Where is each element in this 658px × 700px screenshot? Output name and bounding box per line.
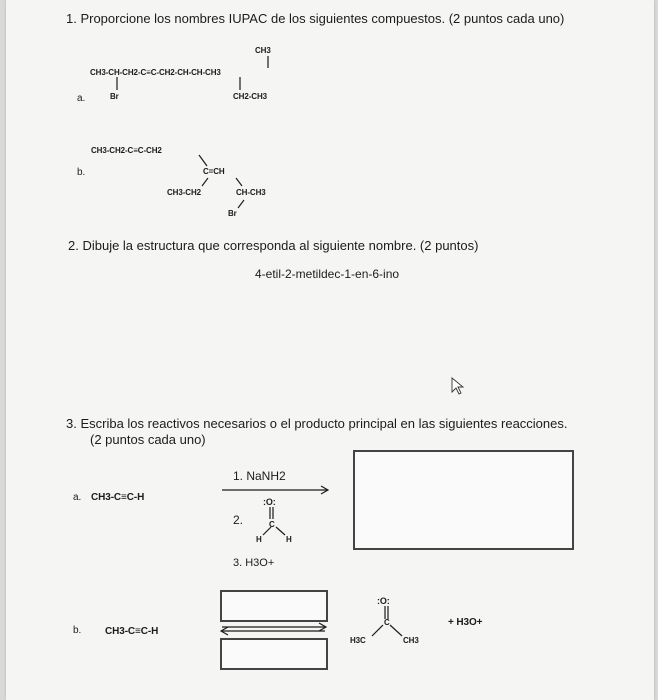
q1a-main-chain: CH3-CH-CH2-C≡C-CH2-CH-CH-CH3 [90,68,221,77]
q1b-chain-top: CH3-CH2-C≡C-CH2 [91,146,162,155]
q3a-step-1: 1. NaNH2 [233,469,286,483]
question-2-prompt: 2. Dibuje la estructura que corresponda al siguiente nombre. (2 puntos) [68,238,479,253]
q1b-chch3: CH-CH3 [236,188,266,197]
q3a-label: a. [73,492,82,503]
q1a-label: a. [77,93,86,104]
q1a-methyl-top: CH3 [255,46,271,55]
question-3-points: (2 puntos cada uno) [90,432,206,447]
q3b-label: b. [73,625,82,636]
q1a-ethyl: CH2-CH3 [233,92,267,101]
q1b-alkene: C=CH [203,167,225,176]
q3b-reagent-box-bottom[interactable] [220,638,328,670]
q3a-step-2: 2. [233,513,244,527]
q3b-product-carbon: C [384,618,390,627]
q3b-product-methyl-right: CH3 [403,636,419,645]
q3a-product-answer-box[interactable] [353,450,574,550]
q3a-step-3: 3. H3O+ [233,557,275,569]
mouse-cursor-icon [452,378,463,394]
q2-compound-name: 4-etil-2-metildec-1-en-6-ino [255,267,400,281]
question-3-prompt: 3. Escriba los reactivos necesarios o el producto principal en las siguientes reacciones. [66,416,568,431]
q3a-reactant: CH3-C≡C-H [91,492,145,503]
q3b-product-hydronium: + H3O+ [448,617,483,628]
q3b-product-methyl-left: H3C [350,636,366,645]
q3a-hydrogen-right: H [286,535,292,544]
q1b-bromo: Br [228,209,237,218]
q1b-label: b. [77,167,86,178]
q3b-product-oxygen: :O: [377,596,390,606]
q1a-bromo: Br [110,92,119,101]
q1b-ethyl: CH3-CH2 [167,188,201,197]
q3a-carbonyl-carbon: C [269,520,275,529]
q3b-reagent-box-top[interactable] [220,590,328,622]
q3a-carbonyl-oxygen: :O: [263,497,276,507]
q3b-reactant: CH3-C≡C-H [105,626,159,637]
question-1-prompt: 1. Proporcione los nombres IUPAC de los siguientes compuestos. (2 puntos cada uno) [66,11,565,26]
q3a-hydrogen-left: H [256,535,262,544]
